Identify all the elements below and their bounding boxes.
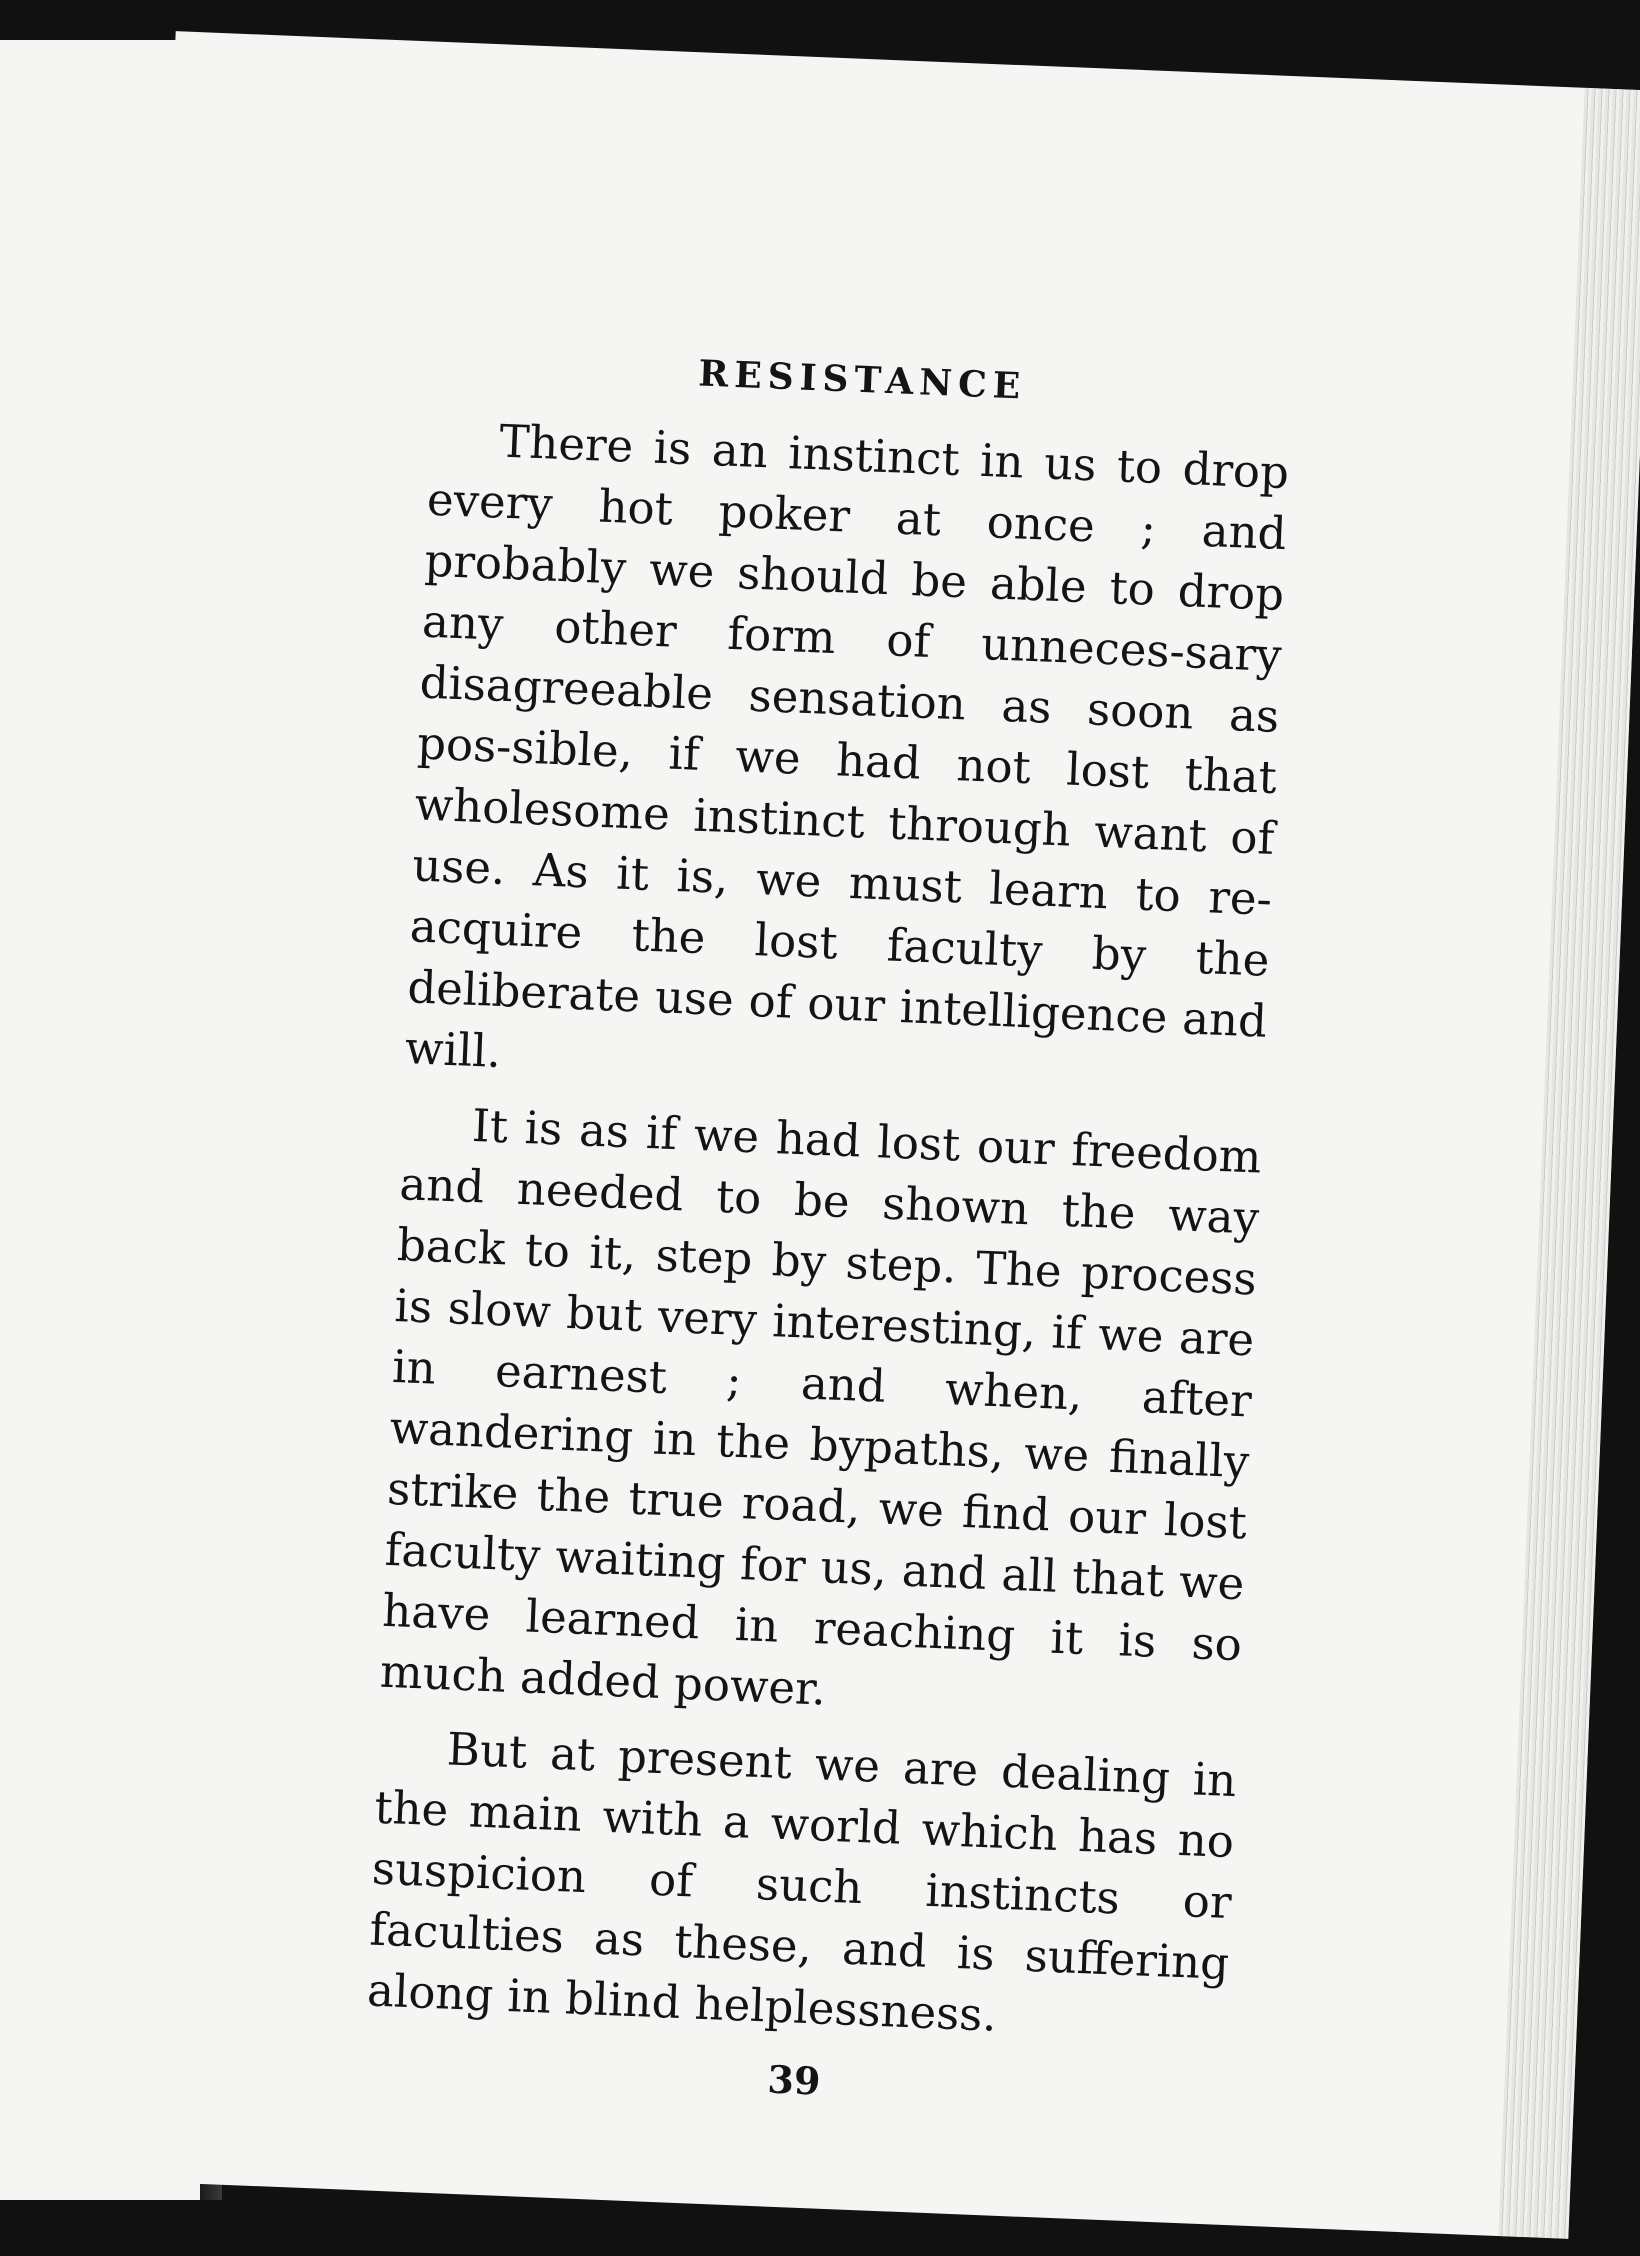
paragraph: It is as if we had lost our freedom and needed to be shown the way back to it, step by step. The process is slow but very interesting, if we are in earnest ; and when, after wandering in the bypaths, we finally strike the true road, we find our lost faculty waiting for us, and all that we have learned in reaching it is so much added power. bbox=[379, 1098, 1263, 1716]
page-content bbox=[363, 342, 1292, 2120]
page-edges bbox=[1498, 88, 1640, 2239]
page-number: 39 bbox=[766, 2056, 822, 2104]
paragraph: But at present we are dealing in the main with a world which has no suspicion of such instincts or faculties as these, and is suffering along in blind helplessness. bbox=[366, 1722, 1238, 2042]
running-head: RESISTANCE bbox=[697, 352, 1027, 408]
book-page bbox=[89, 31, 1640, 2239]
paragraph: There is an instinct in us to drop every hot poker at once ; and probably we should be able to drop any other form of unneces-sary disagreeable sensation as soon as pos-sible, if we had not lost that wholesome instinct through want of use. As it is, we must learn to re-acquire the lost faculty by the deliberate use of our intelligence and will. bbox=[404, 414, 1290, 1079]
